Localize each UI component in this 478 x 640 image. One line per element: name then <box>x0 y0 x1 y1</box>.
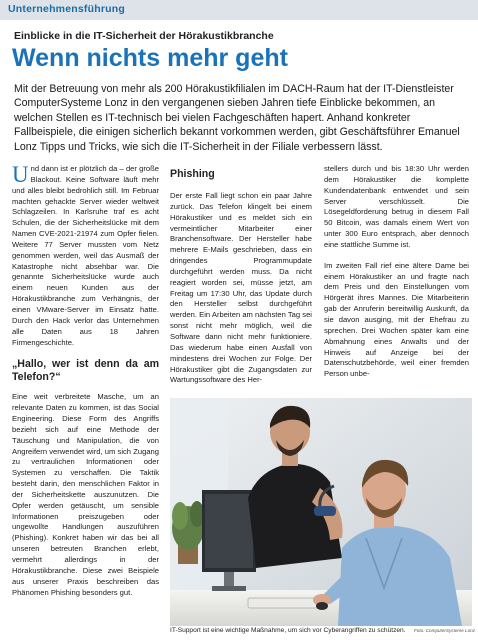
article-photo <box>170 398 472 626</box>
photo-caption: IT-Support ist eine wichtige Maßnahme, um sich vor Cyberangriffen zu schützen. <box>170 627 406 634</box>
text-column-3 <box>324 164 469 380</box>
column-1-paragraph-2: Eine weit verbreitete Masche, um an relevante Daten zu kommen, ist das Social Engineering. Diese Form des Angriffs bezieht sich auf eine Methode der Täuschung und Manipulation, die von Angreifern verwendet wird, um sich Zugang zu vertraulichen Informationen oder Systemen zu verschaffen. Die Taktik besteht darin, den menschlichen Faktor in der Sicherheitskette auszunutzen. Die Opfer werden getäuscht, um sensible Informationen preiszugeben oder ungewollte Handlungen auszuführen (Phishing). Konkret haben wir das bei all unseren betreuten Branchen erlebt, vermehrt allerdings in der Hörakustikbranche. Diese zwei Beispiele aus unserer Praxis beschreiben das Phänomen Phishing besonders gut. <box>12 392 159 597</box>
text-column-1 <box>12 164 159 598</box>
article-lead: Mit der Betreuung von mehr als 200 Hörakustikfilialen im DACH-Raum hat der IT-Dienstleister ComputerSysteme Lonz in den vergangenen sieben Jahren tiefe Einblicke bekommen, an welchen Stellen es IT-technisch bei vielen Fachgeschäften hapert. Anhand konkreter Fallbeispiele, die einigen sicherlich bekannt vorkommen werden, gibt Geschäftsführer Emanuel Lonz Tipps und Tricks, wie sich die IT-Sicherheit in der Filiale verbessern lässt. <box>14 83 460 153</box>
column-3-paragraph-1: stellers durch und bis 18:30 Uhr werden dem Hörakustiker die komplette Kundendatenbank entwendet und sein Server verschlüsselt. Die Lösegeldforderung betrug in diesem Fall 50 Bitcoin, was damals einem Wert von unter 300 Euro entsprach, aber dennoch eine stattliche Summe ist. <box>324 164 469 249</box>
photo-illustration <box>170 398 472 626</box>
mouse <box>316 602 328 610</box>
keyboard <box>248 598 318 608</box>
article-kicker: Einblicke in die IT-Sicherheit der Hörakustikbranche <box>14 30 274 42</box>
column-1-paragraph-1-text: nd dann ist er plötzlich da – der große Blackout. Keine Software läuft mehr und alles bleibt bedrohlich still. Im Februar machten gehackte Server wieder weltweit Schlagzeilen. In Karlsruhe traf es acht Schulen, die der Sicherheitslücke mit dem Namen CVE-2021-21974 zum Opfer fielen. Weitere 77 Server mussten vom Netz genommen werden, weil das Ausmaß der Katastrophe nicht absehbar war. Die genannte Sicherheitslücke wurde auch einem neuen Kunden aus der Hörakustikbranche zum Verhängnis, der einen VMware-Server im Einsatz hatte. Durch den Hack verlor das Unternehmen alle Daten aus 18 Jahren Firmengeschichte. <box>12 164 159 347</box>
column-1-paragraph-1 <box>12 164 159 348</box>
column-3-paragraph-2: Im zweiten Fall rief eine ältere Dame bei einem Hörakustiker an und fragte nach dem Preis und den Einstellungen vom Hörgerät ihres Mannes. Die Mitarbeiterin gab der Anruferin bereitwillig Auskunft, da sie davon ausging, mit der Ehefrau zu sprechen. Drei Wochen später kam eine Abmahnung eines Anwalts und der Hinweis auf Anzeige bei der Datenschutzbehörde, weil einer fremden Person unbe- <box>324 260 469 379</box>
article-headline: Wenn nichts mehr geht <box>12 44 288 72</box>
subhead-telefon: „Hallo, wer ist denn da am Telefon?“ <box>12 358 159 384</box>
text-column-2 <box>170 164 312 386</box>
section-rubric: Unternehmensführung <box>8 3 125 15</box>
photo-credit: Foto: ComputerSysteme Lonz <box>414 628 476 633</box>
subhead-phishing: Phishing <box>170 168 215 180</box>
column-2-paragraph-1: Der erste Fall liegt schon ein paar Jahre zurück. Das Telefon klingelt bei einem Hörakustiker und es meldet sich ein vermeintlicher Mitarbeiter einer Branchensoftware. Der Hersteller habe mehrere E-Mails geschrieben, dass ein dringendes Programmupdate durchgeführt werden muss. Da nicht reagiert worden sei, müsse jetzt, am Freitag um 17:30 Uhr, das Update durch den Hersteller selbst durchgeführt werden. Ein Arbeiten am nächsten Tag sei sonst nicht mehr möglich, weil die Software dann nicht mehr funktioniere. Das wiederum habe einen Ausfall von mindestens drei Wochen zur Folge. Der Hörakustiker gibt die Zugangsdaten zur Wartungssoftware des Her- <box>170 191 312 385</box>
drop-cap: U <box>12 162 29 187</box>
